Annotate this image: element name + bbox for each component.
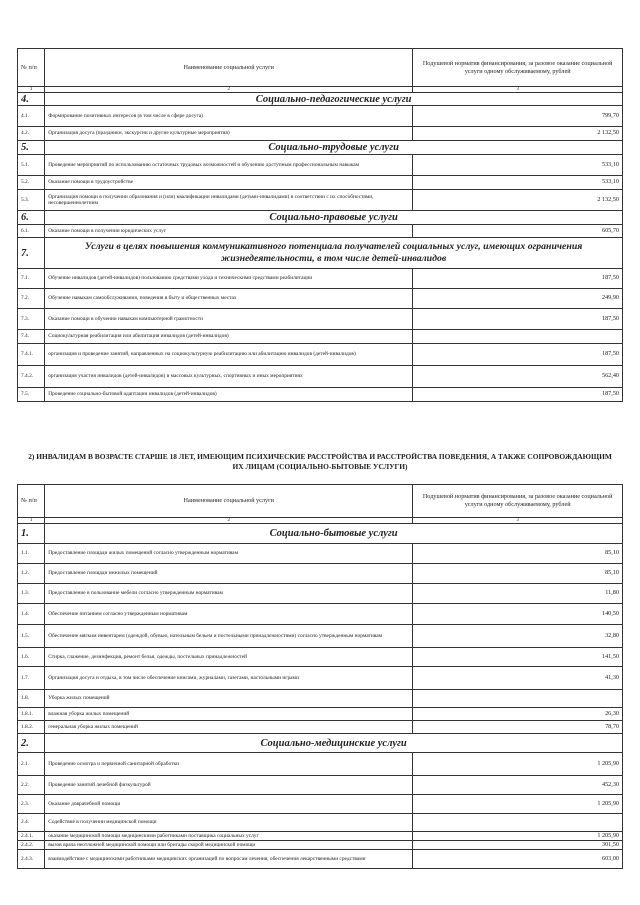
- row-num: 7.2.: [18, 289, 45, 309]
- row-name: Оказание доврачебной помощи: [45, 795, 413, 814]
- section-row: [18, 238, 623, 269]
- row-num: 7.5.: [18, 388, 45, 402]
- row-value: 85,10: [413, 564, 623, 584]
- row-name: Предоставление площади нежилых помещений: [45, 564, 413, 584]
- row-name: Стирка, глажение, дезинфекция, ремонт белья, одежды, постельных принадлежностей: [45, 648, 413, 667]
- table-row: [18, 330, 623, 344]
- row-value: [413, 330, 623, 344]
- row-name: Предоставление в пользование мебели согласно утвержденным нормативам: [45, 584, 413, 604]
- section-title: Услуги в целях повышения коммуникативного потенциала получателей социальных услуг, имеющих ограничения жизнедеятельности, в том числе детей-инвалидов: [45, 238, 623, 269]
- section-num: 5.: [18, 141, 45, 155]
- row-name: Обеспечение мягким инвентарем (одеждой, обувью, нательным бельем и постельными принадлежностями) согласно утвержденным нормативам: [45, 625, 413, 648]
- row-value: 533,10: [413, 176, 623, 190]
- row-name: Обеспечение питанием согласно утвержденным нормативам: [45, 604, 413, 625]
- row-num: 1.2.: [18, 564, 45, 584]
- row-name: Обучение инвалидов (детей-инвалидов) пользованию средствами ухода и техническими средствами реабилитации: [45, 269, 413, 289]
- table-row: [18, 753, 623, 776]
- colnum-2: 2: [45, 87, 413, 93]
- table-row: [18, 564, 623, 584]
- table-row: [18, 155, 623, 176]
- section-num: 1.: [18, 524, 45, 544]
- row-num: 1.3.: [18, 584, 45, 604]
- section-title: Социально-медицинские услуги: [45, 734, 623, 753]
- colnum-3: 3: [413, 518, 623, 524]
- row-num: 4.1.: [18, 106, 45, 127]
- table-row: [18, 841, 623, 850]
- row-value: 2 132,50: [413, 190, 623, 211]
- section-num: 4.: [18, 93, 45, 106]
- table-row: [18, 309, 623, 330]
- row-name: Проведение социально-бытовой адаптации инвалидов (детей-инвалидов): [45, 388, 413, 402]
- table-row: [18, 690, 623, 708]
- table-header-row: [18, 49, 623, 87]
- table-row: [18, 584, 623, 604]
- row-value: 140,50: [413, 604, 623, 625]
- row-value: 32,80: [413, 625, 623, 648]
- row-num: 1.7.: [18, 667, 45, 690]
- row-num: 2.4.1.: [18, 832, 45, 841]
- table-row: [18, 544, 623, 564]
- table-row: [18, 388, 623, 402]
- table-row: [18, 604, 623, 625]
- row-value: 41,30: [413, 667, 623, 690]
- section-row: [18, 141, 623, 155]
- row-value: 1 205,90: [413, 753, 623, 776]
- section-num: 6.: [18, 211, 45, 225]
- row-value: 562,40: [413, 366, 623, 388]
- row-num: 6.1.: [18, 225, 45, 238]
- table-row: [18, 814, 623, 832]
- header-price: Подушевой норматив финансирования, за разовое оказание социальной услуги одному обслуживаемому, рублей: [413, 485, 623, 518]
- row-name: вызов врача неотложной медицинской помощи или бригады скорой медицинской помощи: [45, 841, 413, 850]
- colnum-1: 1: [18, 518, 45, 524]
- row-num: 7.3.: [18, 309, 45, 330]
- row-name: Социокультурная реабилитация или абилитация инвалидов (детей-инвалидов): [45, 330, 413, 344]
- row-value: 603,00: [413, 850, 623, 869]
- row-num: 7.1.: [18, 269, 45, 289]
- table-row: [18, 832, 623, 841]
- row-value: 1 205,90: [413, 795, 623, 814]
- table-row: [18, 625, 623, 648]
- table-header-row: [18, 485, 623, 518]
- row-name: Проведение мероприятий по использованию остаточных трудовых возможностей и обучению доступным профессиональным навыкам: [45, 155, 413, 176]
- row-num: 4.2.: [18, 127, 45, 141]
- row-name: Организация досуга (праздники, экскурсии и другие культурные мероприятия): [45, 127, 413, 141]
- row-num: 5.3.: [18, 190, 45, 211]
- row-value: 2 132,50: [413, 127, 623, 141]
- row-num: 1.1.: [18, 544, 45, 564]
- row-value: 799,70: [413, 106, 623, 127]
- row-name: Содействие в получении медицинской помощи: [45, 814, 413, 832]
- row-value: 1 205,90: [413, 832, 623, 841]
- header-num: № п/п: [18, 49, 45, 87]
- row-value: [413, 690, 623, 708]
- row-value: 187,50: [413, 388, 623, 402]
- row-name: Оказание помощи в трудоустройстве: [45, 176, 413, 190]
- section-title: Социально-бытовые услуги: [45, 524, 623, 544]
- table-row: [18, 708, 623, 721]
- row-name: Проведение осмотра и первичной санитарной обработки: [45, 753, 413, 776]
- row-value: 187,50: [413, 344, 623, 366]
- row-num: 7.4.2.: [18, 366, 45, 388]
- row-value: 452,30: [413, 776, 623, 795]
- section-row: [18, 93, 623, 106]
- row-num: 1.8.2.: [18, 721, 45, 734]
- row-num: 2.3.: [18, 795, 45, 814]
- row-num: 7.4.: [18, 330, 45, 344]
- table-row: [18, 344, 623, 366]
- section-num: 2.: [18, 734, 45, 753]
- table-row: [18, 289, 623, 309]
- row-name: Организация досуга и отдыха, в том числе обеспечение книгами, журналами, газетами, настольными играми: [45, 667, 413, 690]
- row-name: Оказание помощи в получении юридических услуг: [45, 225, 413, 238]
- section-title: Социально-трудовые услуги: [45, 141, 623, 155]
- row-name: Обучение навыкам самообслуживания, поведения в быту и общественных местах: [45, 289, 413, 309]
- section-num: 7.: [18, 238, 45, 269]
- row-value: 249,90: [413, 289, 623, 309]
- table-row: [18, 795, 623, 814]
- row-name: Организация помощи в получении образования и (или) квалификации инвалидами (детьми-инвалидами) в соответствии с их способностями, несовершеннолетним: [45, 190, 413, 211]
- table-row: [18, 667, 623, 690]
- row-value: 187,50: [413, 309, 623, 330]
- services-table-1: [17, 48, 623, 402]
- row-name: Оказание помощи в обучении навыкам компьютерной грамотности: [45, 309, 413, 330]
- table-row: [18, 721, 623, 734]
- services-table-2: [17, 484, 623, 869]
- table-row: [18, 127, 623, 141]
- section-heading: 2) ИНВАЛИДАМ В ВОЗРАСТЕ СТАРШЕ 18 ЛЕТ, ИМЕЮЩИМ ПСИХИЧЕСКИЕ РАССТРОЙСТВА И РАССТРОЙСТВА ПОВЕДЕНИЯ, А ТАКЖЕ СОПРОВОЖДАЮЩИМ ИХ ЛИЦАМ (СОЦИАЛЬНО-БЫТОВЫЕ УСЛУГИ): [28, 452, 612, 471]
- row-name: организация участия инвалидов (детей-инвалидов) в массовых культурных, спортивных и иных мероприятиях: [45, 366, 413, 388]
- table-row: [18, 269, 623, 289]
- row-num: 1.5.: [18, 625, 45, 648]
- row-value: 533,10: [413, 155, 623, 176]
- table-row: [18, 225, 623, 238]
- row-value: 301,50: [413, 841, 623, 850]
- row-name: влажная уборка жилых помещений: [45, 708, 413, 721]
- table-row: [18, 190, 623, 211]
- row-value: 26,30: [413, 708, 623, 721]
- row-name: взаимодействие с медицинскими работниками медицинских организаций по вопросам лечения, обеспечения лекарственными средствами: [45, 850, 413, 869]
- row-name: организация и проведение занятий, направленных на социокультурную реабилитацию или абилитацию инвалидов (детей-инвалидов): [45, 344, 413, 366]
- section-title: Социально-педагогические услуги: [45, 93, 623, 106]
- row-num: 5.2.: [18, 176, 45, 190]
- row-num: 7.4.1.: [18, 344, 45, 366]
- row-name: оказание медицинской помощи медицинскими работниками поставщика социальных услуг: [45, 832, 413, 841]
- row-num: 1.8.: [18, 690, 45, 708]
- row-value: 78,70: [413, 721, 623, 734]
- row-num: 2.4.: [18, 814, 45, 832]
- row-value: 11,80: [413, 584, 623, 604]
- table-row: [18, 850, 623, 869]
- row-value: 605,70: [413, 225, 623, 238]
- row-name: генеральная уборка жилых помещений: [45, 721, 413, 734]
- row-num: 2.4.3.: [18, 850, 45, 869]
- row-num: 1.6.: [18, 648, 45, 667]
- row-name: Предоставление площади жилых помещений согласно утвержденным нормативам: [45, 544, 413, 564]
- table-row: [18, 176, 623, 190]
- row-num: 2.1.: [18, 753, 45, 776]
- table-row: [18, 366, 623, 388]
- row-num: 2.4.2.: [18, 841, 45, 850]
- section-title: Социально-правовые услуги: [45, 211, 623, 225]
- row-name: Проведение занятий лечебной физкультурой: [45, 776, 413, 795]
- row-value: [413, 814, 623, 832]
- section-row: [18, 734, 623, 753]
- row-num: 5.1.: [18, 155, 45, 176]
- row-num: 2.2.: [18, 776, 45, 795]
- section-row: [18, 524, 623, 544]
- colnum-2: 2: [45, 518, 413, 524]
- section-row: [18, 211, 623, 225]
- colnum-3: 3: [413, 87, 623, 93]
- header-num: № п/п: [18, 485, 45, 518]
- table-row: [18, 106, 623, 127]
- table-row: [18, 776, 623, 795]
- row-value: 187,50: [413, 269, 623, 289]
- row-num: 1.4.: [18, 604, 45, 625]
- row-value: 141,50: [413, 648, 623, 667]
- row-num: 1.8.1.: [18, 708, 45, 721]
- row-value: 85,10: [413, 544, 623, 564]
- header-name: Наименование социальной услуги: [45, 49, 413, 87]
- table-row: [18, 648, 623, 667]
- row-name: Формирование позитивных интересов (в том числе в сфере досуга): [45, 106, 413, 127]
- header-price: Подушевой норматив финансирования, за разовое оказание социальной услуги одному обслуживаемому, рублей: [413, 49, 623, 87]
- row-name: Уборка жилых помещений: [45, 690, 413, 708]
- colnum-1: 1: [18, 87, 45, 93]
- header-name: Наименование социальной услуги: [45, 485, 413, 518]
